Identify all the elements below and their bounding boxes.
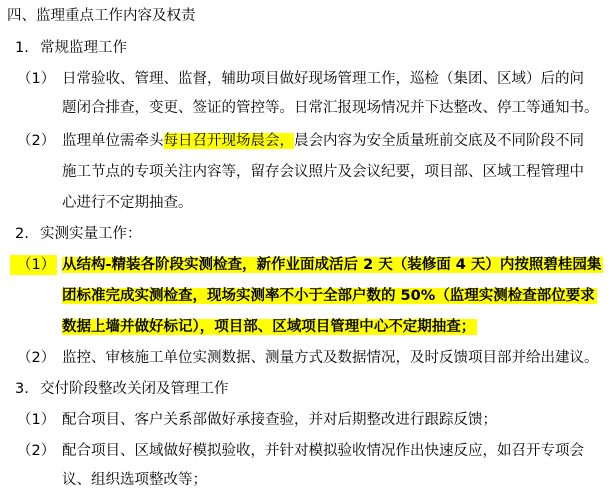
item-1-2-line-1-after: 晨会内容为安全质量班前交底及不同阶段不同 <box>294 133 584 149</box>
item-1-2-line-1-before: 监理单位需牵头 <box>62 133 164 149</box>
highlighted-phrase: 每日召开现场晨会， <box>163 133 294 149</box>
item-2-1-number: （1） <box>10 255 57 275</box>
item-2-1-line-2-text: 团标准完成实测检查，现场实测率不小于全部户数的 50%（监理实测检查部位要求 <box>62 288 595 304</box>
item-1-1-number: （1） <box>17 71 56 87</box>
item-1-2-line-2: 施工节点的专项关注内容等，留存会议照片及会议纪要，项目部、区域工程管理中 <box>62 164 584 180</box>
item-2-1-line-3-text: 数据上墙并做好标记），项目部、区域项目管理中心不定期抽查； <box>62 319 476 335</box>
section-2-title: 实测实量工作： <box>40 226 142 242</box>
item-2-2-number: （2） <box>17 350 56 366</box>
section-1-title: 常规监理工作 <box>40 40 127 56</box>
section-3-number: 3. <box>15 381 29 397</box>
item-1-1-line-1: 日常验收、管理、监督，辅助项目做好现场管理工作，巡检（集团、区域）后的问 <box>62 71 584 87</box>
item-3-2-number: （2） <box>17 443 56 459</box>
item-1-2-number: （2） <box>17 133 56 149</box>
item-2-1-line-1-text: 从结构-精装各阶段实测检查，新作业面成活后 2 天（装修面 4 天）内按照碧桂园集 <box>62 257 602 273</box>
item-2-1-line-3 <box>62 317 477 337</box>
item-3-2-line-2: 议、组织选项整改等； <box>62 472 207 488</box>
item-3-2-line-1: 配合项目、区域做好模拟验收，并针对模拟验收情况作出快速反应，如召开专项会 <box>62 443 584 459</box>
section-2-number: 2. <box>15 226 29 242</box>
section-title: 四、监理重点工作内容及权责 <box>7 8 196 24</box>
item-3-1-number: （1） <box>17 412 56 428</box>
section-1-number: 1. <box>15 40 29 56</box>
item-2-1-line-2 <box>62 286 597 306</box>
item-1-2-line-3: 心进行不定期抽查。 <box>62 195 193 211</box>
item-2-1-line-1 <box>62 255 603 275</box>
item-1-1-line-2: 题闭合排查，变更、签证的管控等。日常汇报现场情况并下达整改、停工等通知书。 <box>62 100 599 116</box>
item-3-1-line-1: 配合项目、客户关系部做好承接查验，并对后期整改进行跟踪反馈； <box>62 412 497 428</box>
item-1-2-line-1 <box>62 131 584 151</box>
item-2-2-line-1: 监控、审核施工单位实测数据、测量方式及数据情况，及时反馈项目部并给出建议。 <box>62 350 599 366</box>
section-3-title: 交付阶段整改关闭及管理工作 <box>40 381 229 397</box>
